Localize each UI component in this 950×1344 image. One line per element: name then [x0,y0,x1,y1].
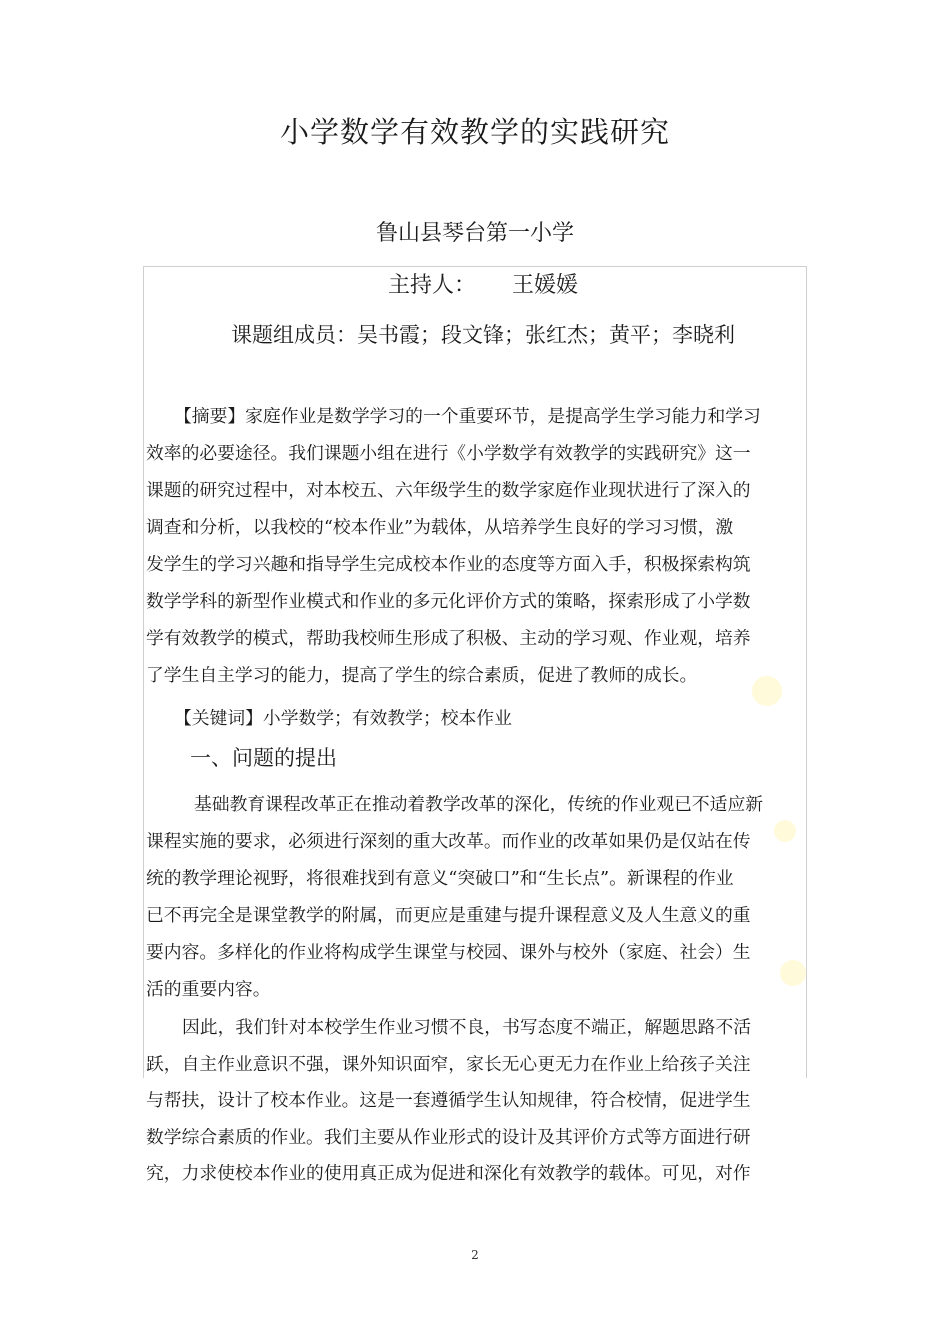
text-line: 因此，我们针对本校学生作业习惯不良，书写态度不端正，解题思路不活 [182,1017,752,1038]
text-line: 基础教育课程改革正在推动着教学改革的深化，传统的作业观已不适应新 [194,794,764,815]
team-members: 课题组成员：吴书霞；段文锋；张红杰；黄平；李晓利 [231,323,735,347]
text-line: 调查和分析，以我校的“校本作业”为载体，从培养学生良好的学习习惯，激 [146,517,734,538]
body-paragraph-1 [146,786,806,1008]
text-line: 已不再完全是课堂教学的附属，而更应是重建与提升课程意义及人生意义的重 [146,905,751,926]
text-line: 活的重要内容。 [146,979,271,1000]
page-number: 2 [471,1248,479,1262]
school-name: 鲁山县琴台第一小学 [375,221,574,246]
text-line: 发学生的学习兴趣和指导学生完成校本作业的态度等方面入手，积极探索构筑 [146,554,751,575]
host-name: 王媛媛 [512,273,579,298]
text-line: 课题的研究过程中，对本校五、六年级学生的数学家庭作业现状进行了深入的 [146,480,751,501]
text-line: 跃，自主作业意识不强，课外知识面窄，家长无心更无力在作业上给孩子关注 [146,1053,751,1075]
keywords-line: 【关键词】小学数学；有效教学；校本作业 [174,708,512,729]
document-title: 小学数学有效教学的实践研究 [279,115,670,149]
body-paragraph-2 [146,1010,806,1193]
text-line: 数学学科的新型作业模式和作业的多元化评价方式的策略，探索形成了小学数 [146,591,751,612]
host-label: 主持人： [388,273,477,298]
host-line [388,270,578,302]
text-line: 学有效教学的模式，帮助我校师生形成了积极、主动的学习观、作业观，培养 [146,628,751,649]
text-line: 统的教学理论视野，将很难找到有意义“突破口”和“生长点”。新课程的作业 [146,868,734,889]
text-line: 课程实施的要求，必须进行深刻的重大改革。而作业的改革如果仍是仅站在传 [146,831,751,852]
text-line: 数学综合素质的作业。我们主要从作业形式的设计及其评价方式等方面进行研 [146,1126,751,1148]
abstract-paragraph [146,398,806,694]
text-line: 与帮扶，设计了校本作业。这是一套遵循学生认知规律，符合校情，促进学生 [146,1090,751,1111]
text-line: 要内容。多样化的作业将构成学生课堂与校园、课外与校外（家庭、社会）生 [146,942,751,963]
keywords-paragraph [146,700,806,737]
text-line: 究，力求使校本作业的使用真正成为促进和深化有效教学的载体。可见，对作 [146,1163,751,1184]
text-line: 效率的必要途径。我们课题小组在进行《小学数学有效教学的实践研究》这一 [146,443,751,464]
text-line: 了学生自主学习的能力，提高了学生的综合素质，促进了教师的成长。 [146,665,698,686]
section-heading: 一、问题的提出 [190,746,337,770]
text-line: 【摘要】家庭作业是数学学习的一个重要环节，是提高学生学习能力和学习 [174,406,761,427]
